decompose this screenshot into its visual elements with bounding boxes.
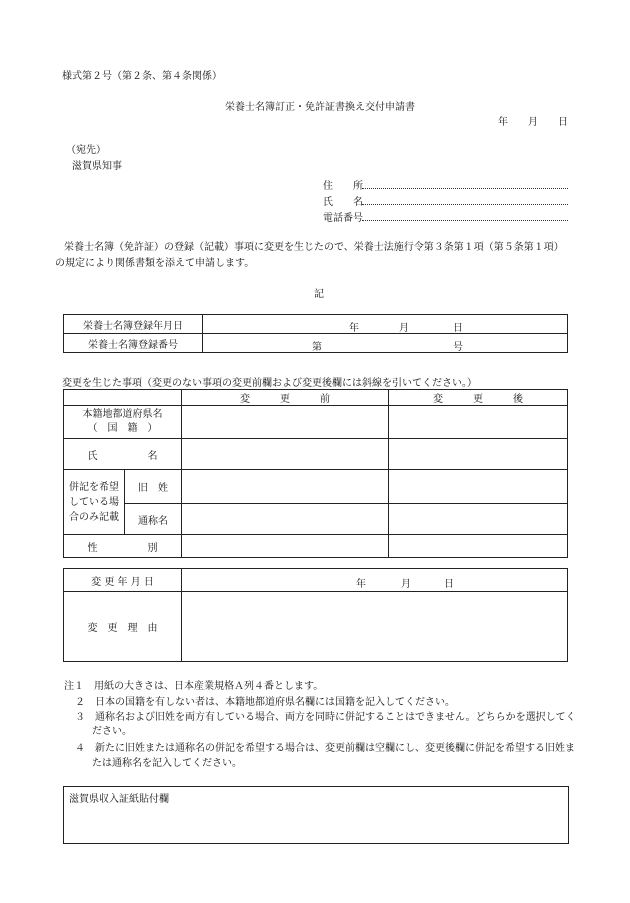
domicile-label-1: 本籍地都道府県名 <box>82 409 163 420</box>
changes-caption: 変更を生じた事項（変更のない事項の変更前欄および変更後欄には斜線を引いてください。） <box>62 378 477 389</box>
alias-before[interactable] <box>182 504 389 535</box>
old-surname-label: 旧 姓 <box>125 470 182 504</box>
change-date-month: 月 <box>401 578 411 590</box>
changes-table <box>63 389 568 558</box>
old-surname-after[interactable] <box>389 470 568 504</box>
registration-date-cell[interactable] <box>203 315 568 334</box>
form-id: 様式第２号（第２条、第４条関係） <box>62 71 222 82</box>
combined-label-1: 併記を希望 <box>69 481 119 493</box>
old-surname-before[interactable] <box>182 470 389 504</box>
address-field[interactable] <box>362 188 568 189</box>
note-1: 注１ 用紙の大きさは、日本産業規格Ａ列４番とします。 <box>64 681 324 692</box>
change-info-table <box>63 568 568 662</box>
change-date-day: 日 <box>444 578 454 590</box>
reg-date-day: 日 <box>453 322 463 334</box>
date-day: 日 <box>558 117 568 128</box>
name-row-label: 氏 名 <box>64 439 182 470</box>
registration-date-label: 栄養士名簿登録年月日 <box>64 315 203 334</box>
reg-date-year: 年 <box>349 322 359 334</box>
addressee-label: （宛先） <box>66 145 106 156</box>
reg-number-go: 号 <box>453 341 463 353</box>
change-reason-cell[interactable] <box>182 592 568 662</box>
registration-number-cell[interactable] <box>203 334 568 353</box>
registration-table <box>63 314 568 353</box>
sex-before[interactable] <box>182 535 389 558</box>
change-date-cell[interactable] <box>182 569 568 592</box>
registration-number-label: 栄養士名簿登録番号 <box>64 334 203 353</box>
combined-label-3: 合のみ記載 <box>69 511 119 523</box>
addressee-name: 滋賀県知事 <box>72 161 122 172</box>
header-after: 変 更 後 <box>389 390 568 406</box>
sex-label: 性 別 <box>64 535 182 558</box>
phone-field[interactable] <box>362 220 568 221</box>
reg-date-month: 月 <box>399 322 409 334</box>
alias-after[interactable] <box>389 504 568 535</box>
body-text-line1: 栄養士名簿（免許証）の登録（記載）事項に変更を生じたので、栄養士法施行令第３条第１項（第５条第１項） <box>64 242 564 253</box>
applicant-address-label: 住 所 <box>323 181 363 192</box>
applicant-phone-label: 電話番号 <box>323 213 363 224</box>
sex-after[interactable] <box>389 535 568 558</box>
domicile-label <box>64 406 182 439</box>
domicile-after[interactable] <box>389 406 568 439</box>
name-field[interactable] <box>362 204 568 205</box>
combined-label <box>64 470 125 535</box>
ki-label: 記 <box>314 289 324 300</box>
name-after[interactable] <box>389 439 568 470</box>
header-blank <box>64 390 182 406</box>
stamp-area[interactable] <box>63 786 569 844</box>
body-text-line2: の規定により関係書類を添えて申請します。 <box>55 258 255 269</box>
note-3b: ださい。 <box>92 726 132 737</box>
note-3a: ３ 通称名および旧姓を両方有している場合、両方を同時に併記することはできません。どちらかを選択してく <box>75 712 576 723</box>
note-2: ２ 日本の国籍を有しない者は、本籍地都道府県名欄には国籍を記入してください。 <box>75 697 455 708</box>
alias-label: 通称名 <box>125 504 182 535</box>
change-date-year: 年 <box>356 578 366 590</box>
change-reason-label: 変 更 理 由 <box>64 592 182 662</box>
date-month: 月 <box>528 117 538 128</box>
name-before[interactable] <box>182 439 389 470</box>
page-title: 栄養士名簿訂正・免許証書換え交付申請書 <box>225 102 415 113</box>
domicile-label-2: （ 国 籍 ） <box>87 423 158 434</box>
domicile-before[interactable] <box>182 406 389 439</box>
note-4a: ４ 新たに旧姓または通称名の併記を希望する場合は、変更前欄は空欄にし、変更後欄に併記を希望する旧姓ま <box>75 743 575 754</box>
stamp-area-label: 滋賀県収入証紙貼付欄 <box>69 794 169 805</box>
applicant-name-label: 氏 名 <box>323 197 363 208</box>
header-before: 変 更 前 <box>182 390 389 406</box>
combined-label-2: している場 <box>69 496 119 508</box>
reg-number-dai: 第 <box>312 341 322 353</box>
date-year: 年 <box>498 117 508 128</box>
note-4b: たは通称名を記入してください。 <box>92 758 242 769</box>
change-date-label: 変 更 年 月 日 <box>64 569 182 592</box>
